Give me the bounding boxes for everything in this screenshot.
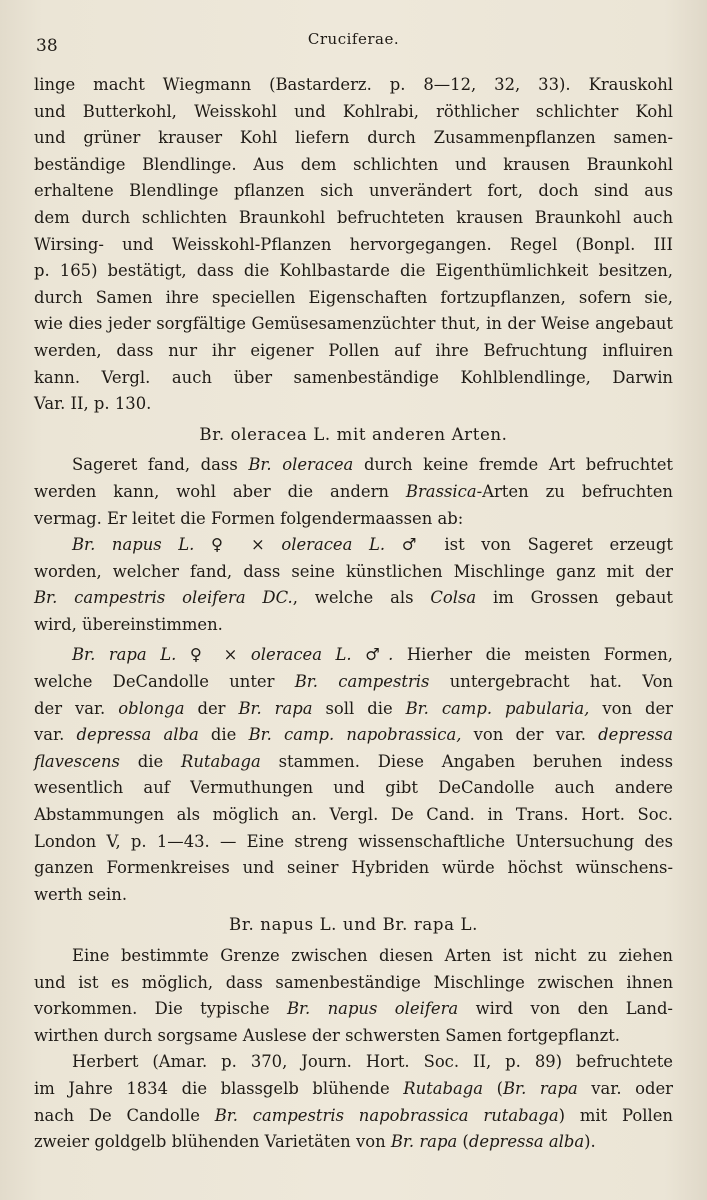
text-line: Var. II, p. 130.: [34, 394, 152, 414]
text-line: vorkommen. Die typische Br. napus oleifera wird von den Land-: [34, 999, 673, 1019]
text-line: Herbert (Amar. p. 370, Journ. Hort. Soc. II, p. 89) befruchtete: [72, 1052, 673, 1072]
text-line: werden, dass nur ihr eigener Pollen auf ihre Befruchtung influiren: [34, 340, 673, 360]
section-heading-oleracea: Br. oleracea L. mit anderen Arten.: [199, 424, 508, 444]
text-line: zweier goldgelb blühenden Varietäten von Br. rapa (depressa alba).: [34, 1132, 596, 1152]
text-line: wird, übereinstimmen.: [34, 614, 223, 634]
page-body: [34, 72, 673, 1156]
text-line: wesentlich auf Vermuthungen und gibt DeCandolle auch andere: [34, 778, 673, 798]
text-line: vermag. Er leitet die Formen folgendermaassen ab:: [34, 508, 464, 528]
paragraph-4: [34, 642, 673, 908]
text-line: durch Samen ihre speciellen Eigenschaften fortzupflanzen, sofern sie,: [34, 287, 673, 307]
text-line: welche DeCandolle unter Br. campestris untergebracht hat. Von: [34, 672, 673, 692]
paragraph-5: [34, 943, 673, 1049]
text-line: wie dies jeder sorgfältige Gemüsesamenzüchter thut, in der Weise angebaut: [34, 314, 673, 334]
text-line: Sageret fand, dass Br. oleracea durch keine fremde Art befruchtet: [72, 455, 673, 475]
text-line: worden, welcher fand, dass seine künstlichen Mischlinge ganz mit der: [34, 561, 673, 581]
text-line: Br. napus L. ♀ × oleracea L. ♂ ist von Sageret erzeugt: [72, 535, 673, 555]
text-line: erhaltene Blendlinge pflanzen sich unverändert fort, doch sind aus: [34, 181, 673, 201]
text-line: London V, p. 1—43. — Eine streng wissenschaftliche Untersuchung des: [34, 831, 673, 851]
text-line: flavescens die Rutabaga stammen. Diese Angaben beruhen indess: [34, 751, 673, 771]
text-line: beständige Blendlinge. Aus dem schlichten und krausen Braunkohl: [34, 154, 673, 174]
text-line: und ist es möglich, dass samenbeständige Mischlinge zwischen ihnen: [34, 972, 673, 992]
text-line: und Butterkohl, Weisskohl und Kohlrabi, röthlicher schlichter Kohl: [34, 101, 673, 121]
page-number: 38: [36, 36, 58, 56]
paragraph-3: [34, 532, 673, 638]
text-line: Eine bestimmte Grenze zwischen diesen Arten ist nicht zu ziehen: [72, 946, 673, 965]
text-line: kann. Vergl. auch über samenbeständige Kohlblendlinge, Darwin: [34, 367, 673, 387]
text-line: p. 165) bestätigt, dass die Kohlbastarde die Eigenthümlichkeit besitzen,: [34, 261, 673, 281]
paragraph-2: [34, 452, 673, 532]
text-line: linge macht Wiegmann (Bastarderz. p. 8—12, 32, 33). Krauskohl: [34, 75, 673, 94]
paragraph-6: [34, 1049, 673, 1155]
text-line: der var. oblonga der Br. rapa soll die Br. camp. pabularia, von der: [34, 698, 673, 718]
text-line: dem durch schlichten Braunkohl befruchteten krausen Braunkohl auch: [34, 207, 673, 227]
section-heading-napus-rapa: Br. napus L. und Br. rapa L.: [229, 915, 478, 935]
text-line: Abstammungen als möglich an. Vergl. De Cand. in Trans. Hort. Soc.: [34, 805, 673, 825]
text-line: wirthen durch sorgsame Auslese der schwersten Samen fortgepflanzt.: [34, 1025, 621, 1045]
running-head: Cruciferae.: [307, 30, 400, 48]
paragraph-1: [34, 72, 673, 418]
text-line: werden kann, wohl aber die andern Brassica-Arten zu befruchten: [34, 481, 673, 501]
text-line: var. depressa alba die Br. camp. napobrassica, von der var. depressa: [34, 725, 673, 745]
text-line: nach De Candolle Br. campestris napobrassica rutabaga) mit Pollen: [34, 1105, 673, 1125]
text-line: ganzen Formenkreises und seiner Hybriden würde höchst wünschens-: [34, 858, 673, 878]
text-line: Br. rapa L. ♀ × oleracea L. ♂. Hierher die meisten Formen,: [72, 645, 673, 665]
text-line: Br. campestris oleifera DC., welche als Colsa im Grossen gebaut: [34, 588, 673, 608]
page-header: [36, 30, 671, 56]
text-line: Wirsing- und Weisskohl-Pflanzen hervorgegangen. Regel (Bonpl. III: [34, 234, 673, 254]
text-line: und grüner krauser Kohl liefern durch Zusammenpflanzen samen-: [34, 128, 673, 148]
text-line: im Jahre 1834 die blassgelb blühende Rutabaga (Br. rapa var. oder: [34, 1078, 673, 1098]
text-line: werth sein.: [34, 884, 128, 904]
